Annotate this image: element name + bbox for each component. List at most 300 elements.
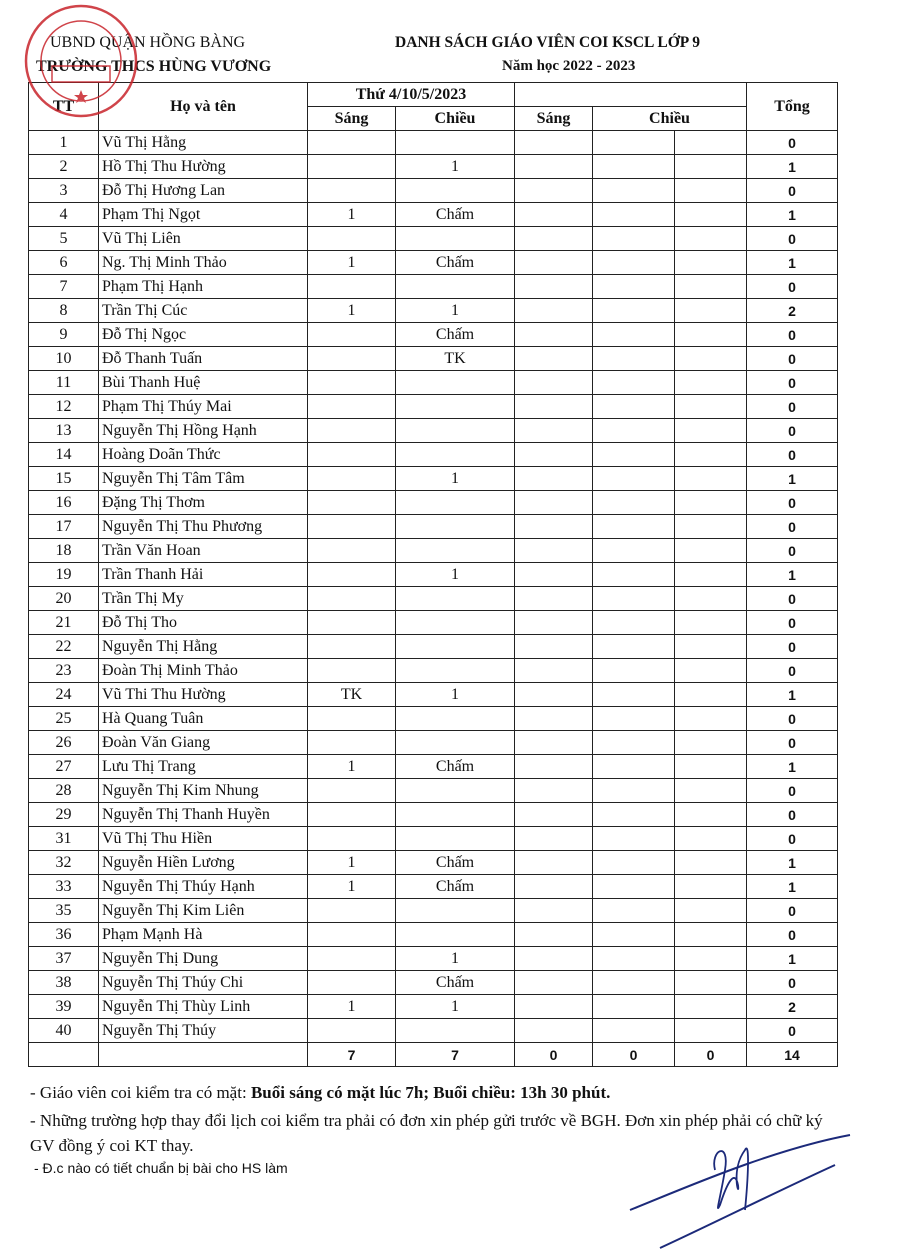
cell-name: Đỗ Thanh Tuấn — [99, 347, 308, 371]
cell-sang-1 — [308, 971, 396, 995]
cell-tt: 7 — [29, 275, 99, 299]
cell-chieu-2b — [675, 539, 747, 563]
cell-chieu-2a — [593, 395, 675, 419]
cell-chieu-1 — [396, 515, 515, 539]
table-row — [29, 275, 838, 299]
cell-sang-2 — [515, 179, 593, 203]
cell-chieu-1: Chấm — [396, 875, 515, 899]
table-row — [29, 635, 838, 659]
cell-sang-1 — [308, 803, 396, 827]
cell-tt: 13 — [29, 419, 99, 443]
cell-sang-2 — [515, 563, 593, 587]
cell-sang-1 — [308, 731, 396, 755]
cell-chieu-1 — [396, 611, 515, 635]
cell-tt: 11 — [29, 371, 99, 395]
cell-chieu-2b — [675, 419, 747, 443]
cell-sang-2 — [515, 443, 593, 467]
table-row — [29, 563, 838, 587]
cell-chieu-1 — [396, 131, 515, 155]
cell-chieu-2b — [675, 851, 747, 875]
cell-sang-1 — [308, 611, 396, 635]
cell-chieu-2a — [593, 539, 675, 563]
cell-chieu-2b — [675, 371, 747, 395]
total-chieu-2a: 0 — [593, 1043, 675, 1067]
cell-sang-1: 1 — [308, 203, 396, 227]
total-tt — [29, 1043, 99, 1067]
cell-chieu-2a — [593, 275, 675, 299]
cell-chieu-1 — [396, 419, 515, 443]
cell-tt: 19 — [29, 563, 99, 587]
cell-total: 1 — [747, 851, 838, 875]
cell-chieu-2b — [675, 587, 747, 611]
table-row — [29, 659, 838, 683]
cell-chieu-2b — [675, 899, 747, 923]
cell-chieu-1: 1 — [396, 683, 515, 707]
cell-sang-1 — [308, 227, 396, 251]
cell-tt: 12 — [29, 395, 99, 419]
cell-sang-2 — [515, 851, 593, 875]
table-row — [29, 419, 838, 443]
cell-name: Vũ Thi Thu Hường — [99, 683, 308, 707]
cell-sang-2 — [515, 131, 593, 155]
cell-chieu-1 — [396, 803, 515, 827]
cell-tt: 24 — [29, 683, 99, 707]
cell-chieu-2a — [593, 1019, 675, 1043]
cell-total: 0 — [747, 587, 838, 611]
cell-sang-2 — [515, 467, 593, 491]
cell-chieu-1: 1 — [396, 947, 515, 971]
cell-total: 0 — [747, 443, 838, 467]
cell-tt: 36 — [29, 923, 99, 947]
cell-tt: 28 — [29, 779, 99, 803]
note-times: Buổi sáng có mặt lúc 7h; Buổi chiều: 13h 30 phút. — [250, 1083, 611, 1102]
cell-sang-2 — [515, 779, 593, 803]
cell-tt: 1 — [29, 131, 99, 155]
cell-sang-1 — [308, 275, 396, 299]
cell-sang-1 — [308, 131, 396, 155]
cell-tt: 23 — [29, 659, 99, 683]
cell-chieu-2a — [593, 563, 675, 587]
table-row — [29, 131, 838, 155]
cell-sang-1: 1 — [308, 299, 396, 323]
cell-sang-2 — [515, 1019, 593, 1043]
table-row — [29, 707, 838, 731]
cell-chieu-2a — [593, 683, 675, 707]
cell-sang-1: 1 — [308, 995, 396, 1019]
cell-name: Phạm Thị Hạnh — [99, 275, 308, 299]
cell-tt: 10 — [29, 347, 99, 371]
cell-sang-1 — [308, 563, 396, 587]
cell-chieu-2a — [593, 155, 675, 179]
document-title: DANH SÁCH GIÁO VIÊN COI KSCL LỚP 9 — [395, 34, 701, 51]
cell-sang-1: TK — [308, 683, 396, 707]
cell-sang-2 — [515, 251, 593, 275]
cell-chieu-2b — [675, 947, 747, 971]
cell-chieu-1 — [396, 731, 515, 755]
table-row — [29, 971, 838, 995]
cell-name: Hồ Thị Thu Hường — [99, 155, 308, 179]
cell-name: Trần Thị Cúc — [99, 299, 308, 323]
cell-chieu-1: Chấm — [396, 203, 515, 227]
cell-total: 0 — [747, 275, 838, 299]
cell-chieu-2b — [675, 323, 747, 347]
cell-total: 0 — [747, 371, 838, 395]
cell-sang-1 — [308, 635, 396, 659]
cell-chieu-2a — [593, 875, 675, 899]
table-row — [29, 875, 838, 899]
cell-chieu-2b — [675, 467, 747, 491]
cell-total: 0 — [747, 923, 838, 947]
cell-name: Hà Quang Tuân — [99, 707, 308, 731]
cell-name: Nguyễn Thị Tâm Tâm — [99, 467, 308, 491]
table-row — [29, 251, 838, 275]
cell-sang-2 — [515, 491, 593, 515]
cell-sang-1 — [308, 587, 396, 611]
table-row — [29, 323, 838, 347]
cell-chieu-2b — [675, 923, 747, 947]
cell-sang-1 — [308, 947, 396, 971]
cell-sang-2 — [515, 659, 593, 683]
school-year: Năm học 2022 - 2023 — [502, 58, 636, 74]
org-line-1: UBND QUẬN HỒNG BÀNG — [50, 34, 246, 51]
cell-sang-2 — [515, 611, 593, 635]
cell-total: 0 — [747, 539, 838, 563]
cell-chieu-2b — [675, 611, 747, 635]
cell-chieu-2a — [593, 851, 675, 875]
table-row — [29, 179, 838, 203]
cell-chieu-2b — [675, 971, 747, 995]
cell-chieu-1 — [396, 659, 515, 683]
cell-sang-2 — [515, 995, 593, 1019]
total-chieu-2b: 0 — [675, 1043, 747, 1067]
cell-tt: 15 — [29, 467, 99, 491]
cell-chieu-1: Chấm — [396, 323, 515, 347]
cell-tt: 16 — [29, 491, 99, 515]
note-arrival-time — [30, 1083, 610, 1103]
cell-name: Vũ Thị Liên — [99, 227, 308, 251]
cell-chieu-2b — [675, 515, 747, 539]
table-row — [29, 515, 838, 539]
total-sang-2: 0 — [515, 1043, 593, 1067]
cell-name: Lưu Thị Trang — [99, 755, 308, 779]
cell-total: 0 — [747, 611, 838, 635]
cell-sang-1 — [308, 539, 396, 563]
header-name: Họ và tên — [99, 83, 308, 131]
cell-tt: 22 — [29, 635, 99, 659]
cell-name: Nguyễn Thị Thúy Chi — [99, 971, 308, 995]
cell-total: 0 — [747, 491, 838, 515]
cell-chieu-2b — [675, 707, 747, 731]
cell-total: 0 — [747, 635, 838, 659]
cell-tt: 26 — [29, 731, 99, 755]
cell-chieu-2a — [593, 251, 675, 275]
cell-total: 2 — [747, 299, 838, 323]
cell-tt: 18 — [29, 539, 99, 563]
total-chieu-1: 7 — [396, 1043, 515, 1067]
cell-name: Nguyễn Thị Hằng — [99, 635, 308, 659]
note-preparation: - Đ.c nào có tiết chuẩn bị bài cho HS làm — [34, 1160, 288, 1176]
cell-sang-2 — [515, 299, 593, 323]
cell-total: 1 — [747, 467, 838, 491]
cell-chieu-1: TK — [396, 347, 515, 371]
cell-chieu-2b — [675, 251, 747, 275]
cell-total: 0 — [747, 227, 838, 251]
table-row — [29, 755, 838, 779]
cell-chieu-1 — [396, 1019, 515, 1043]
cell-tt: 5 — [29, 227, 99, 251]
cell-sang-2 — [515, 635, 593, 659]
cell-chieu-2a — [593, 131, 675, 155]
cell-chieu-2a — [593, 371, 675, 395]
cell-sang-1 — [308, 659, 396, 683]
cell-chieu-2a — [593, 755, 675, 779]
cell-chieu-1 — [396, 443, 515, 467]
cell-total: 1 — [747, 875, 838, 899]
table-row — [29, 203, 838, 227]
cell-tt: 9 — [29, 323, 99, 347]
cell-tt: 35 — [29, 899, 99, 923]
cell-total: 1 — [747, 155, 838, 179]
table-row — [29, 803, 838, 827]
cell-tt: 37 — [29, 947, 99, 971]
cell-sang-2 — [515, 827, 593, 851]
cell-sang-2 — [515, 371, 593, 395]
cell-chieu-2a — [593, 419, 675, 443]
cell-chieu-2b — [675, 827, 747, 851]
cell-total: 1 — [747, 251, 838, 275]
cell-name: Nguyễn Thị Kim Liên — [99, 899, 308, 923]
cell-tt: 17 — [29, 515, 99, 539]
cell-chieu-1: Chấm — [396, 851, 515, 875]
cell-total: 0 — [747, 827, 838, 851]
cell-name: Đỗ Thị Ngọc — [99, 323, 308, 347]
cell-name: Hoàng Doãn Thức — [99, 443, 308, 467]
cell-sang-1 — [308, 491, 396, 515]
header-sang-2: Sáng — [515, 107, 593, 131]
cell-chieu-2a — [593, 923, 675, 947]
cell-chieu-2b — [675, 491, 747, 515]
cell-chieu-2b — [675, 179, 747, 203]
cell-sang-2 — [515, 395, 593, 419]
cell-name: Nguyễn Thị Hồng Hạnh — [99, 419, 308, 443]
cell-chieu-1: Chấm — [396, 251, 515, 275]
cell-name: Phạm Thị Ngọt — [99, 203, 308, 227]
cell-chieu-2a — [593, 491, 675, 515]
cell-tt: 4 — [29, 203, 99, 227]
table-row — [29, 731, 838, 755]
cell-chieu-2b — [675, 155, 747, 179]
table-row — [29, 491, 838, 515]
cell-sang-2 — [515, 419, 593, 443]
table-row — [29, 395, 838, 419]
table-row — [29, 827, 838, 851]
cell-name: Đỗ Thị Hương Lan — [99, 179, 308, 203]
cell-name: Vũ Thị Hằng — [99, 131, 308, 155]
cell-sang-2 — [515, 275, 593, 299]
cell-sang-1 — [308, 923, 396, 947]
cell-sang-1: 1 — [308, 251, 396, 275]
cell-chieu-2b — [675, 563, 747, 587]
total-sang-1: 7 — [308, 1043, 396, 1067]
cell-chieu-2b — [675, 203, 747, 227]
cell-name: Trần Thị My — [99, 587, 308, 611]
header-tt: TT — [29, 83, 99, 131]
cell-total: 0 — [747, 179, 838, 203]
cell-chieu-2a — [593, 515, 675, 539]
table-row — [29, 611, 838, 635]
cell-chieu-1 — [396, 635, 515, 659]
cell-total: 0 — [747, 971, 838, 995]
cell-total: 0 — [747, 1019, 838, 1043]
cell-sang-1 — [308, 779, 396, 803]
cell-tt: 25 — [29, 707, 99, 731]
cell-name: Bùi Thanh Huệ — [99, 371, 308, 395]
table-row — [29, 851, 838, 875]
cell-chieu-2a — [593, 947, 675, 971]
cell-total: 1 — [747, 683, 838, 707]
cell-chieu-2b — [675, 131, 747, 155]
cell-name: Phạm Mạnh Hà — [99, 923, 308, 947]
cell-chieu-2b — [675, 347, 747, 371]
cell-sang-2 — [515, 203, 593, 227]
cell-sang-2 — [515, 683, 593, 707]
cell-chieu-2a — [593, 467, 675, 491]
cell-sang-2 — [515, 347, 593, 371]
cell-chieu-2b — [675, 683, 747, 707]
cell-name: Đỗ Thị Tho — [99, 611, 308, 635]
header-day2 — [515, 83, 747, 107]
cell-chieu-1 — [396, 899, 515, 923]
total-name — [99, 1043, 308, 1067]
cell-chieu-2a — [593, 731, 675, 755]
cell-chieu-2a — [593, 707, 675, 731]
cell-total: 0 — [747, 779, 838, 803]
cell-sang-1 — [308, 155, 396, 179]
cell-chieu-2a — [593, 587, 675, 611]
cell-tt: 38 — [29, 971, 99, 995]
signature-icon — [620, 1130, 860, 1250]
cell-name: Nguyễn Thị Thúy — [99, 1019, 308, 1043]
cell-chieu-1 — [396, 371, 515, 395]
table-row — [29, 443, 838, 467]
cell-total: 1 — [747, 947, 838, 971]
cell-chieu-2b — [675, 395, 747, 419]
cell-chieu-2a — [593, 299, 675, 323]
cell-chieu-2a — [593, 203, 675, 227]
cell-chieu-1 — [396, 539, 515, 563]
cell-chieu-2a — [593, 611, 675, 635]
cell-chieu-1 — [396, 491, 515, 515]
cell-total: 0 — [747, 395, 838, 419]
cell-tt: 31 — [29, 827, 99, 851]
cell-sang-2 — [515, 755, 593, 779]
cell-sang-1 — [308, 323, 396, 347]
cell-chieu-2b — [675, 731, 747, 755]
cell-name: Trần Văn Hoan — [99, 539, 308, 563]
cell-tt: 39 — [29, 995, 99, 1019]
cell-chieu-1: Chấm — [396, 755, 515, 779]
cell-chieu-2b — [675, 635, 747, 659]
note-prefix: - Giáo viên coi kiểm tra có mặt: — [30, 1083, 251, 1102]
cell-sang-1 — [308, 1019, 396, 1043]
cell-chieu-1 — [396, 227, 515, 251]
cell-total: 1 — [747, 755, 838, 779]
cell-chieu-1: 1 — [396, 995, 515, 1019]
cell-sang-1 — [308, 467, 396, 491]
cell-sang-2 — [515, 923, 593, 947]
cell-tt: 27 — [29, 755, 99, 779]
cell-total: 0 — [747, 731, 838, 755]
cell-sang-2 — [515, 227, 593, 251]
cell-name: Nguyễn Thị Thu Phương — [99, 515, 308, 539]
cell-chieu-1: 1 — [396, 299, 515, 323]
cell-sang-2 — [515, 875, 593, 899]
cell-chieu-1 — [396, 395, 515, 419]
cell-sang-1 — [308, 443, 396, 467]
table-row — [29, 587, 838, 611]
cell-name: Ng. Thị Minh Thảo — [99, 251, 308, 275]
table-row — [29, 539, 838, 563]
cell-sang-2 — [515, 899, 593, 923]
cell-tt: 40 — [29, 1019, 99, 1043]
cell-sang-2 — [515, 947, 593, 971]
cell-chieu-2a — [593, 659, 675, 683]
cell-sang-1 — [308, 347, 396, 371]
cell-sang-2 — [515, 803, 593, 827]
cell-tt: 8 — [29, 299, 99, 323]
cell-total: 0 — [747, 803, 838, 827]
cell-chieu-2a — [593, 635, 675, 659]
cell-chieu-2b — [675, 443, 747, 467]
cell-sang-1: 1 — [308, 851, 396, 875]
cell-chieu-2b — [675, 779, 747, 803]
cell-chieu-2b — [675, 803, 747, 827]
table-row — [29, 947, 838, 971]
cell-total: 0 — [747, 515, 838, 539]
cell-name: Nguyễn Thị Thùy Linh — [99, 995, 308, 1019]
cell-chieu-2a — [593, 899, 675, 923]
table-row — [29, 227, 838, 251]
cell-chieu-2a — [593, 227, 675, 251]
cell-sang-1: 1 — [308, 875, 396, 899]
cell-tt: 33 — [29, 875, 99, 899]
cell-name: Nguyễn Thị Kim Nhung — [99, 779, 308, 803]
cell-sang-2 — [515, 323, 593, 347]
cell-chieu-2a — [593, 443, 675, 467]
cell-sang-2 — [515, 539, 593, 563]
cell-chieu-2a — [593, 971, 675, 995]
cell-total: 2 — [747, 995, 838, 1019]
cell-name: Nguyễn Thị Thanh Huyền — [99, 803, 308, 827]
table-row — [29, 467, 838, 491]
cell-tt: 3 — [29, 179, 99, 203]
cell-sang-1 — [308, 707, 396, 731]
cell-chieu-1: 1 — [396, 467, 515, 491]
cell-chieu-2b — [675, 227, 747, 251]
cell-total: 0 — [747, 131, 838, 155]
cell-tt: 20 — [29, 587, 99, 611]
cell-sang-2 — [515, 971, 593, 995]
header-day1: Thứ 4/10/5/2023 — [308, 83, 515, 107]
cell-tt: 32 — [29, 851, 99, 875]
cell-chieu-1 — [396, 707, 515, 731]
cell-tt: 14 — [29, 443, 99, 467]
org-line-2: TRƯỜNG THCS HÙNG VƯƠNG — [36, 58, 272, 75]
cell-chieu-1 — [396, 923, 515, 947]
cell-chieu-2a — [593, 323, 675, 347]
total-total: 14 — [747, 1043, 838, 1067]
cell-name: Đoàn Thị Minh Thảo — [99, 659, 308, 683]
